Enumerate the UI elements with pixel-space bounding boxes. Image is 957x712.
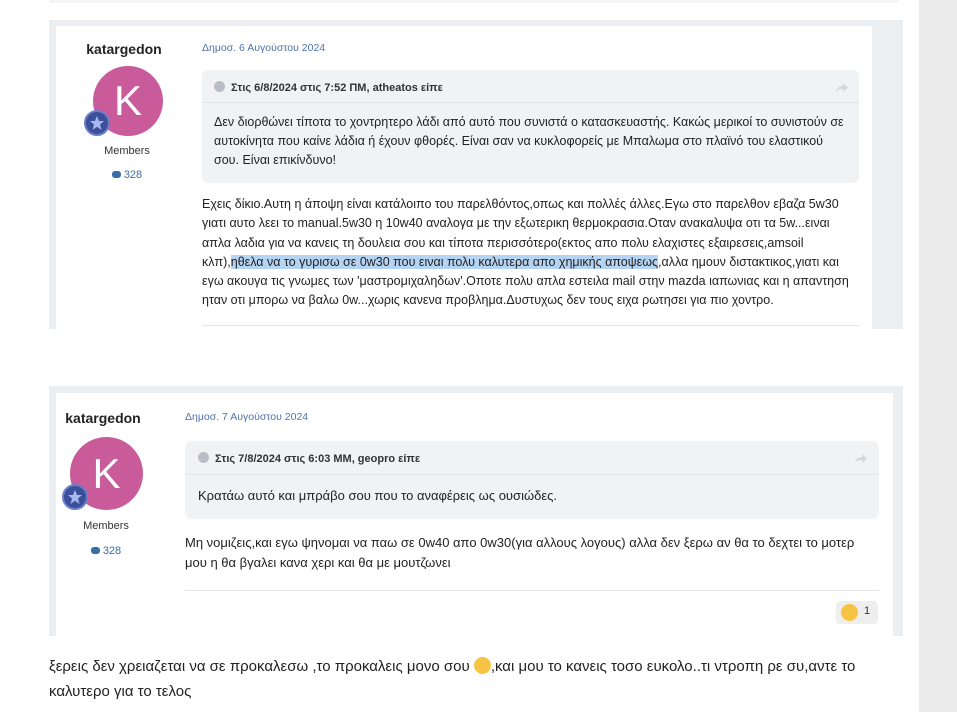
quote-icon bbox=[214, 81, 225, 92]
post-date[interactable]: Δημοσ. 6 Αυγούστου 2024 bbox=[202, 42, 326, 54]
comment-bubble-icon bbox=[91, 547, 100, 554]
member-group: Members bbox=[104, 145, 150, 157]
post-count[interactable] bbox=[46, 545, 166, 557]
quote-divider bbox=[202, 102, 859, 103]
post-divider bbox=[202, 325, 860, 326]
post-body-text: Εχεις δίκιο.Αυτη η άποψη είναι κατάλοιπο του παρελθόντος,οπως και πολλές άλλες.Εγω στο παρελθον εβαζα 5w30 γιατι αυτο λεει το manual.5w30 η 10w40 αναλογα με την εξωτερικη θερμοκρασια.Οταν ανακαλυψα οτι τα 5w...ειναι απλα λαδια για να κανεις τη δουλεια σου και τίποτα περισσότερο(εκτος απο πολυ ελαχιστες εξαιρεσεις,amsoil κλπ), bbox=[202, 197, 839, 269]
post-date[interactable]: Δημοσ. 7 Αυγούστου 2024 bbox=[185, 411, 309, 423]
laughing-emoji-icon bbox=[841, 604, 858, 621]
post-body: Μη νομιζεις,και εγω ψηνομαι να παω σε 0w40 απο 0w30(για αλλους λογους) αλλα δεν ξερω αν θα το δεχτει το μοτερ μου η θα βγαλει κανα χερι και θα με μουτζωνει bbox=[185, 535, 855, 570]
quote-divider bbox=[185, 474, 879, 475]
laughing-emoji-icon bbox=[474, 657, 491, 674]
reply-text-start: ξερεις δεν χρειαζεται να σε προκαλεσω ,το προκαλεις μονο σου bbox=[49, 658, 474, 675]
quote-text: Κρατάω αυτό και μπράβο σου που το αναφέρεις ως ουσιώδες. bbox=[198, 488, 558, 503]
scrollbar[interactable] bbox=[919, 0, 957, 712]
post-count[interactable] bbox=[67, 169, 187, 181]
post-count-value: 328 bbox=[123, 169, 143, 181]
reply-text bbox=[49, 654, 899, 704]
post-divider bbox=[185, 590, 879, 591]
reaction-count: 1 bbox=[864, 605, 871, 617]
rank-star-icon bbox=[62, 484, 88, 510]
comment-bubble-icon bbox=[112, 171, 121, 178]
quote-header-text: Στις 6/8/2024 στις 7:52 ΠΜ, atheatos είπε bbox=[231, 82, 443, 94]
quote-header[interactable] bbox=[214, 81, 443, 94]
rank-star-icon bbox=[84, 110, 110, 136]
author-name[interactable]: katargedon bbox=[86, 41, 162, 57]
quote-header-text: Στις 7/8/2024 στις 6:03 ΜΜ, geopro είπε bbox=[215, 453, 421, 465]
quote-text: Δεν διορθώνει τίποτα το χοντρητερο λάδι από αυτό που συνιστά ο κατασκευαστής. Κακώς μερικοί το συνιστούν σε αυτοκίνητα που καίνε λάδια ή έχουν φθορές. Είναι σαν να κυκλοφορείς με Μπαλωμα στο πλαϊνό του ελαστικού σου. Είναι επικίνδυνο! bbox=[214, 115, 844, 167]
selected-text: ηθελα να το γυρισω σε 0w30 που ειναι πολυ καλυτερα απο χημικής αποψεως bbox=[230, 254, 658, 269]
reaction-button[interactable] bbox=[836, 601, 878, 624]
post-body-text-end: ,αλλα ημουν διστακτικος,γιατι και εγω ακουγα τις γνωμες των 'μαστρομιχαληδων'.Οποτε πολυ απλα εστειλα mail στην mazda ιαπωνιας και η απαντηση ηταν οτι μπορω να βαλω 0w...χωρις κανενα προβλημα.Δυστυχως δεν τους ειχα ρωτησει για πιο χοντρο. bbox=[202, 254, 849, 308]
share-arrow-icon[interactable] bbox=[836, 83, 848, 93]
avatar[interactable]: K bbox=[70, 437, 143, 510]
author-name[interactable]: katargedon bbox=[65, 410, 141, 426]
member-group: Members bbox=[83, 520, 129, 532]
post-body bbox=[202, 195, 862, 311]
quote-header[interactable] bbox=[198, 452, 420, 465]
avatar[interactable]: K bbox=[93, 66, 163, 136]
previous-content-edge bbox=[49, 0, 899, 3]
post-count-value: 328 bbox=[102, 545, 122, 557]
quote-icon bbox=[198, 452, 209, 463]
reply-text-end: ,και μου το κανεις τοσο ευκολο..τι ντροπη ρε συ,αντε το καλυτερο για το τελος bbox=[49, 658, 856, 700]
share-arrow-icon[interactable] bbox=[855, 454, 867, 464]
